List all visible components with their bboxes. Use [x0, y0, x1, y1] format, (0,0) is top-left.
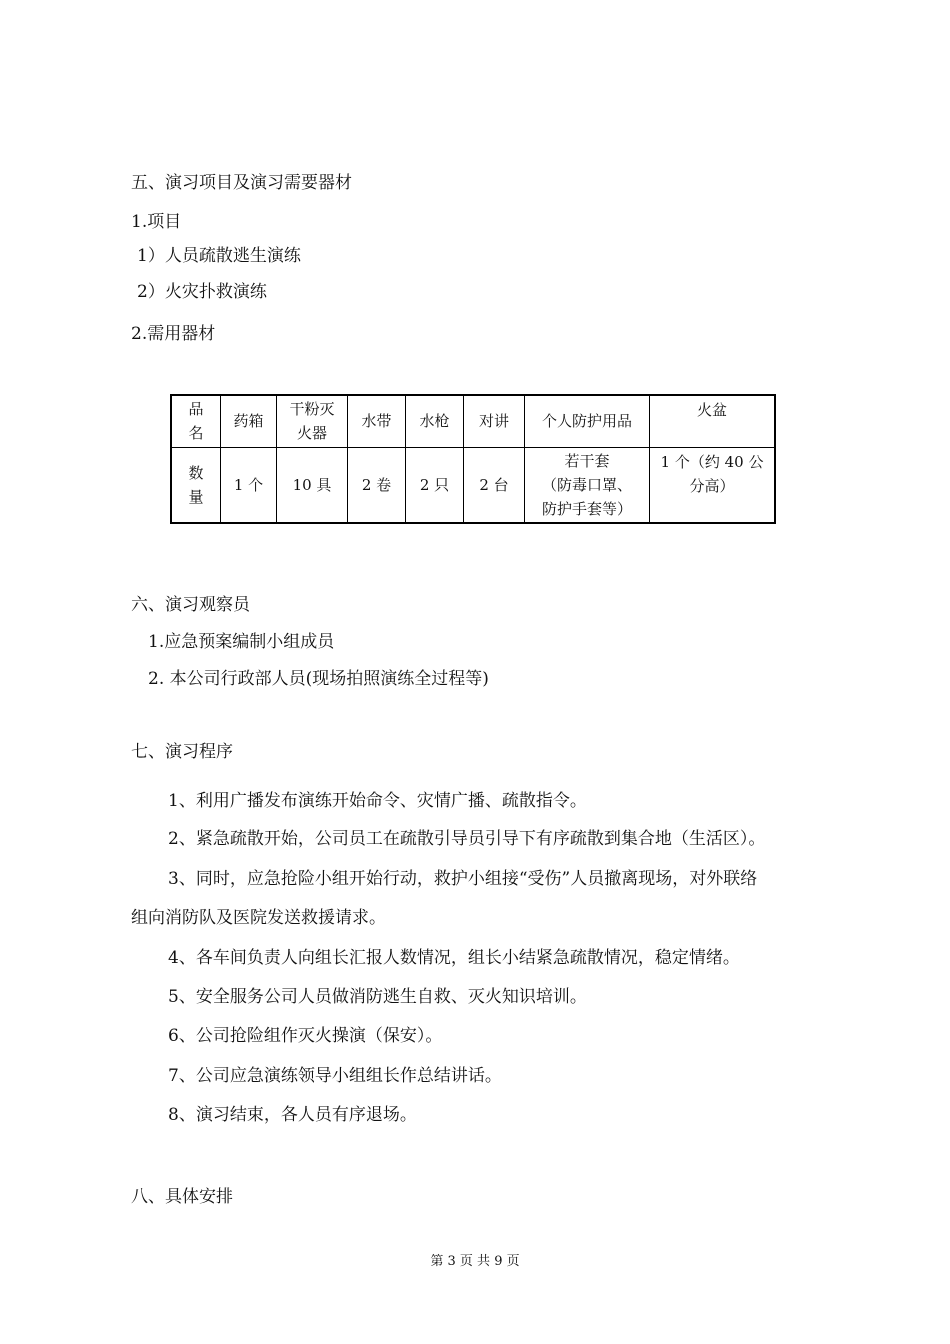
procedure-step-3: 3、同时，应急抢险小组开始行动，救护小组接“受伤”人员撤离现场，对外联络 — [168, 869, 758, 889]
equipment-table — [170, 394, 776, 524]
table-row-quantity — [171, 447, 775, 523]
table-row-items — [171, 395, 775, 447]
table-row-label: 数 量 — [171, 447, 221, 523]
table-cell-extinguisher-qty: 10 具 — [277, 447, 348, 523]
procedure-step-7: 7、公司应急演练领导小组组长作总结讲话。 — [168, 1066, 502, 1086]
table-cell-medkit: 药箱 — [221, 395, 277, 447]
section-5-sub-items: 1.项目 — [131, 212, 182, 232]
table-cell-nozzle-qty: 2 只 — [406, 447, 464, 523]
table-cell-nozzle: 水枪 — [406, 395, 464, 447]
procedure-step-6: 6、公司抢险组作灭火操演（保安）。 — [168, 1026, 443, 1046]
section-5-sub-equipment: 2.需用器材 — [131, 324, 216, 344]
observer-item-1: 1.应急预案编制小组成员 — [148, 632, 335, 652]
table-cell-walkie-talkie-qty: 2 台 — [464, 447, 525, 523]
table-cell-fire-pan: 火盆 — [650, 395, 776, 447]
section-7-title: 七、演习程序 — [131, 742, 233, 762]
procedure-step-2: 2、紧急疏散开始，公司员工在疏散引导员引导下有序疏散到集合地（生活区）。 — [168, 829, 766, 849]
procedure-step-3-cont: 组向消防队及医院发送救援请求。 — [131, 908, 386, 928]
table-cell-medkit-qty: 1 个 — [221, 447, 277, 523]
table-cell-extinguisher: 干粉灭 火器 — [277, 395, 348, 447]
item-evacuation-drill: 1）人员疏散逃生演练 — [137, 246, 301, 266]
item-firefighting-drill: 2）火灾扑救演练 — [137, 282, 267, 302]
observer-item-2: 2. 本公司行政部人员(现场拍照演练全过程等) — [148, 669, 489, 689]
section-8-title: 八、具体安排 — [131, 1187, 233, 1207]
table-cell-fire-pan-qty: 1 个（约 40 公 分高） — [650, 447, 776, 523]
table-cell-hose: 水带 — [348, 395, 406, 447]
table-cell-walkie-talkie: 对讲 — [464, 395, 525, 447]
procedure-step-8: 8、演习结束，各人员有序退场。 — [168, 1105, 417, 1125]
table-cell-protective-gear-qty: 若干套 （防毒口罩、 防护手套等） — [525, 447, 650, 523]
procedure-step-1: 1、利用广播发布演练开始命令、灾情广播、疏散指令。 — [168, 791, 587, 811]
section-5-title: 五、演习项目及演习需要器材 — [131, 173, 352, 193]
procedure-step-5: 5、安全服务公司人员做消防逃生自救、灭火知识培训。 — [168, 987, 587, 1007]
page-number: 第 3 页 共 9 页 — [430, 1254, 520, 1269]
procedure-step-4: 4、各车间负责人向组长汇报人数情况，组长小结紧急疏散情况，稳定情绪。 — [168, 948, 740, 968]
table-cell-protective-gear: 个人防护用品 — [525, 395, 650, 447]
table-cell-hose-qty: 2 卷 — [348, 447, 406, 523]
table-row-label: 品 名 — [171, 395, 221, 447]
section-6-title: 六、演习观察员 — [131, 595, 250, 615]
